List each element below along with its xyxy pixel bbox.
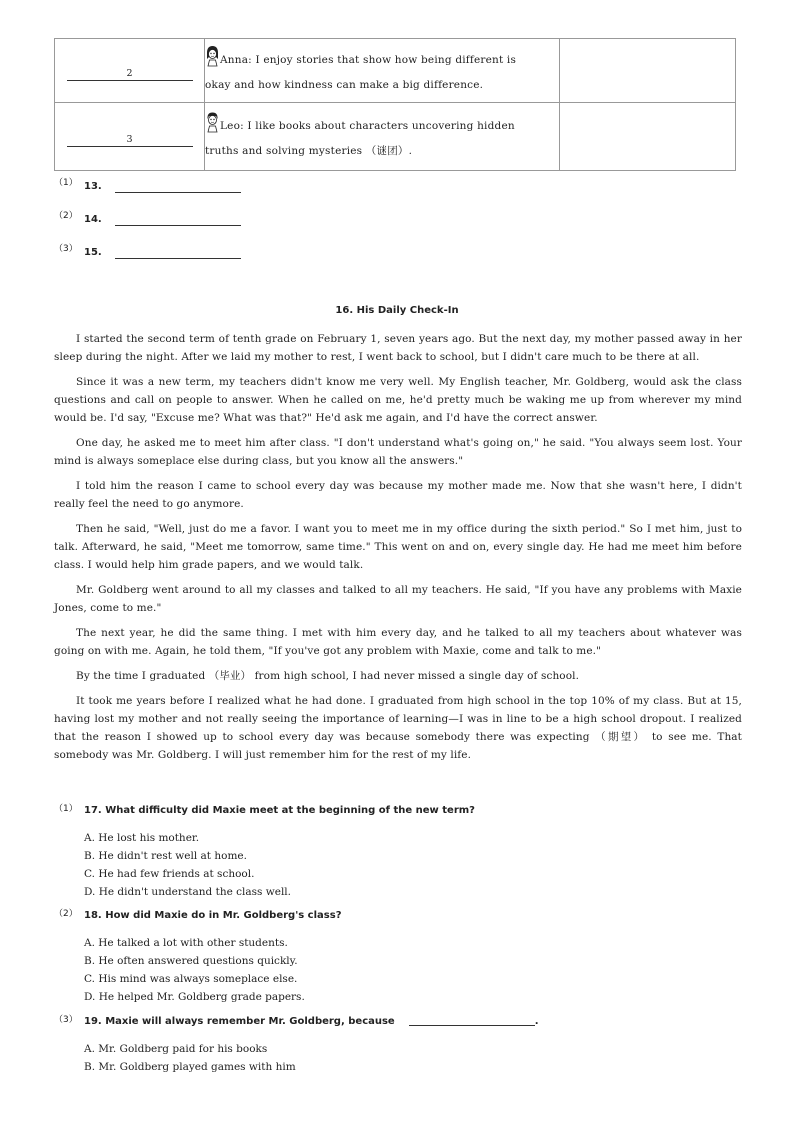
question-stem: 17. What difficulty did Maxie meet at the beginning of the new term?	[84, 805, 475, 816]
speaker-cell	[205, 103, 560, 171]
passage-paragraph: Mr. Goldberg went around to all my classes and talked to all my teachers. He said, "If you have any problems with Maxie Jones, come to me."	[54, 584, 742, 614]
blank-number: 3	[67, 126, 193, 147]
stem-end: .	[534, 1016, 539, 1027]
option-a[interactable]: A. He lost his mother.	[84, 832, 200, 844]
passage-paragraph: Since it was a new term, my teachers didn't know me very well. My English teacher, Mr. Goldberg, would ask the class questions and call on people to answer. When he called on me, he'd pretty much be waking me up from wherever my mind would be. I'd say, "Excuse me? What was that?" He'd ask me again, and I'd have the correct answer.	[54, 376, 742, 424]
blank-cell	[55, 103, 205, 171]
question-stem-text: 19. Maxie will always remember Mr. Goldberg, because	[84, 1016, 395, 1027]
part-label: （2）	[54, 211, 78, 221]
blank-cell	[55, 39, 205, 103]
empty-cell	[560, 39, 736, 103]
reading-passage	[54, 330, 742, 771]
option-d[interactable]: D. He helped Mr. Goldberg grade papers.	[84, 991, 305, 1003]
passage-paragraph: By the time I graduated （毕业） from high school, I had never missed a single day of school.	[76, 670, 580, 682]
option-list	[84, 1040, 296, 1076]
part-label: （1）	[54, 178, 78, 188]
boy-avatar-icon	[205, 111, 220, 133]
passage-paragraph: It took me years before I realized what he had done. I graduated from high school in the top 10% of my class. But at 15, having lost my mother and not really seeing the importance of learning—I was in line to be a high school dropout. I realized that the reason I showed up to school every day was because somebody there was expecting （期望） to see me. That somebody was Mr. Goldberg. I will just remember him for the rest of my life.	[54, 695, 742, 761]
option-a[interactable]: A. He talked a lot with other students.	[84, 937, 288, 949]
speaker-text-line2: okay and how kindness can make a big difference.	[205, 79, 484, 91]
passage-paragraph: Then he said, "Well, just do me a favor. I want you to meet me in my office during the sixth period." So I met him, just to talk. Afterward, he said, "Meet me tomorrow, same time." This went on and on, every single day. He had me meet him before class. I would help him grade papers, and we would talk.	[54, 523, 742, 571]
speaker-text-line1: Leo: I like books about characters uncovering hidden	[220, 120, 515, 132]
option-b[interactable]: B. He often answered questions quickly.	[84, 955, 298, 967]
question-number: 15.	[84, 247, 102, 258]
passage-paragraph: I started the second term of tenth grade on February 1, seven years ago. But the next day, my mother passed away in her sleep during the night. After we laid my mother to rest, I went back to school, but I didn't care much to be there at all.	[54, 333, 742, 363]
passage-paragraph: One day, he asked me to meet him after class. "I don't understand what's going on," he said. "You always seem lost. Your mind is always someplace else during class, but you know all the answers."	[54, 437, 742, 467]
part-label: （2）	[54, 909, 78, 919]
part-label: （3）	[54, 1015, 78, 1025]
passage-paragraph: The next year, he did the same thing. I met with him every day, and he talked to all my teachers about whatever was going on with me. Again, he told them, "If you've got any problem with Maxie, come and talk to me."	[54, 627, 742, 657]
question-number: 14.	[84, 214, 102, 225]
option-c[interactable]: C. He had few friends at school.	[84, 868, 255, 880]
option-c[interactable]: C. His mind was always someplace else.	[84, 973, 298, 985]
passage-paragraph: I told him the reason I came to school every day was because my mother made me. Now that she wasn't here, I didn't really feel the need to go anymore.	[54, 480, 742, 510]
option-d[interactable]: D. He didn't understand the class well.	[84, 886, 292, 898]
reader-preference-table	[54, 38, 736, 171]
option-list	[84, 829, 291, 901]
empty-cell	[560, 103, 736, 171]
passage-title: 16. His Daily Check-In	[335, 305, 459, 316]
option-a[interactable]: A. Mr. Goldberg paid for his books	[84, 1043, 268, 1055]
answer-blank[interactable]	[115, 192, 241, 193]
table-row	[55, 103, 736, 171]
answer-blank[interactable]	[115, 258, 241, 259]
part-label: （3）	[54, 244, 78, 254]
question-stem	[84, 1016, 539, 1027]
question-stem: 18. How did Maxie do in Mr. Goldberg's class?	[84, 910, 342, 921]
speaker-text-line2: truths and solving mysteries （谜团）.	[205, 145, 413, 157]
option-b[interactable]: B. Mr. Goldberg played games with him	[84, 1061, 296, 1073]
question-number: 13.	[84, 181, 102, 192]
speaker-cell	[205, 39, 560, 103]
table-row	[55, 39, 736, 103]
speaker-text-line1: Anna: I enjoy stories that show how being different is	[220, 54, 517, 66]
part-label: （1）	[54, 804, 78, 814]
answer-blank[interactable]	[409, 1025, 535, 1026]
option-list	[84, 934, 305, 1006]
blank-number: 2	[67, 60, 193, 81]
answer-blank[interactable]	[115, 225, 241, 226]
option-b[interactable]: B. He didn't rest well at home.	[84, 850, 247, 862]
girl-avatar-icon	[205, 45, 220, 67]
